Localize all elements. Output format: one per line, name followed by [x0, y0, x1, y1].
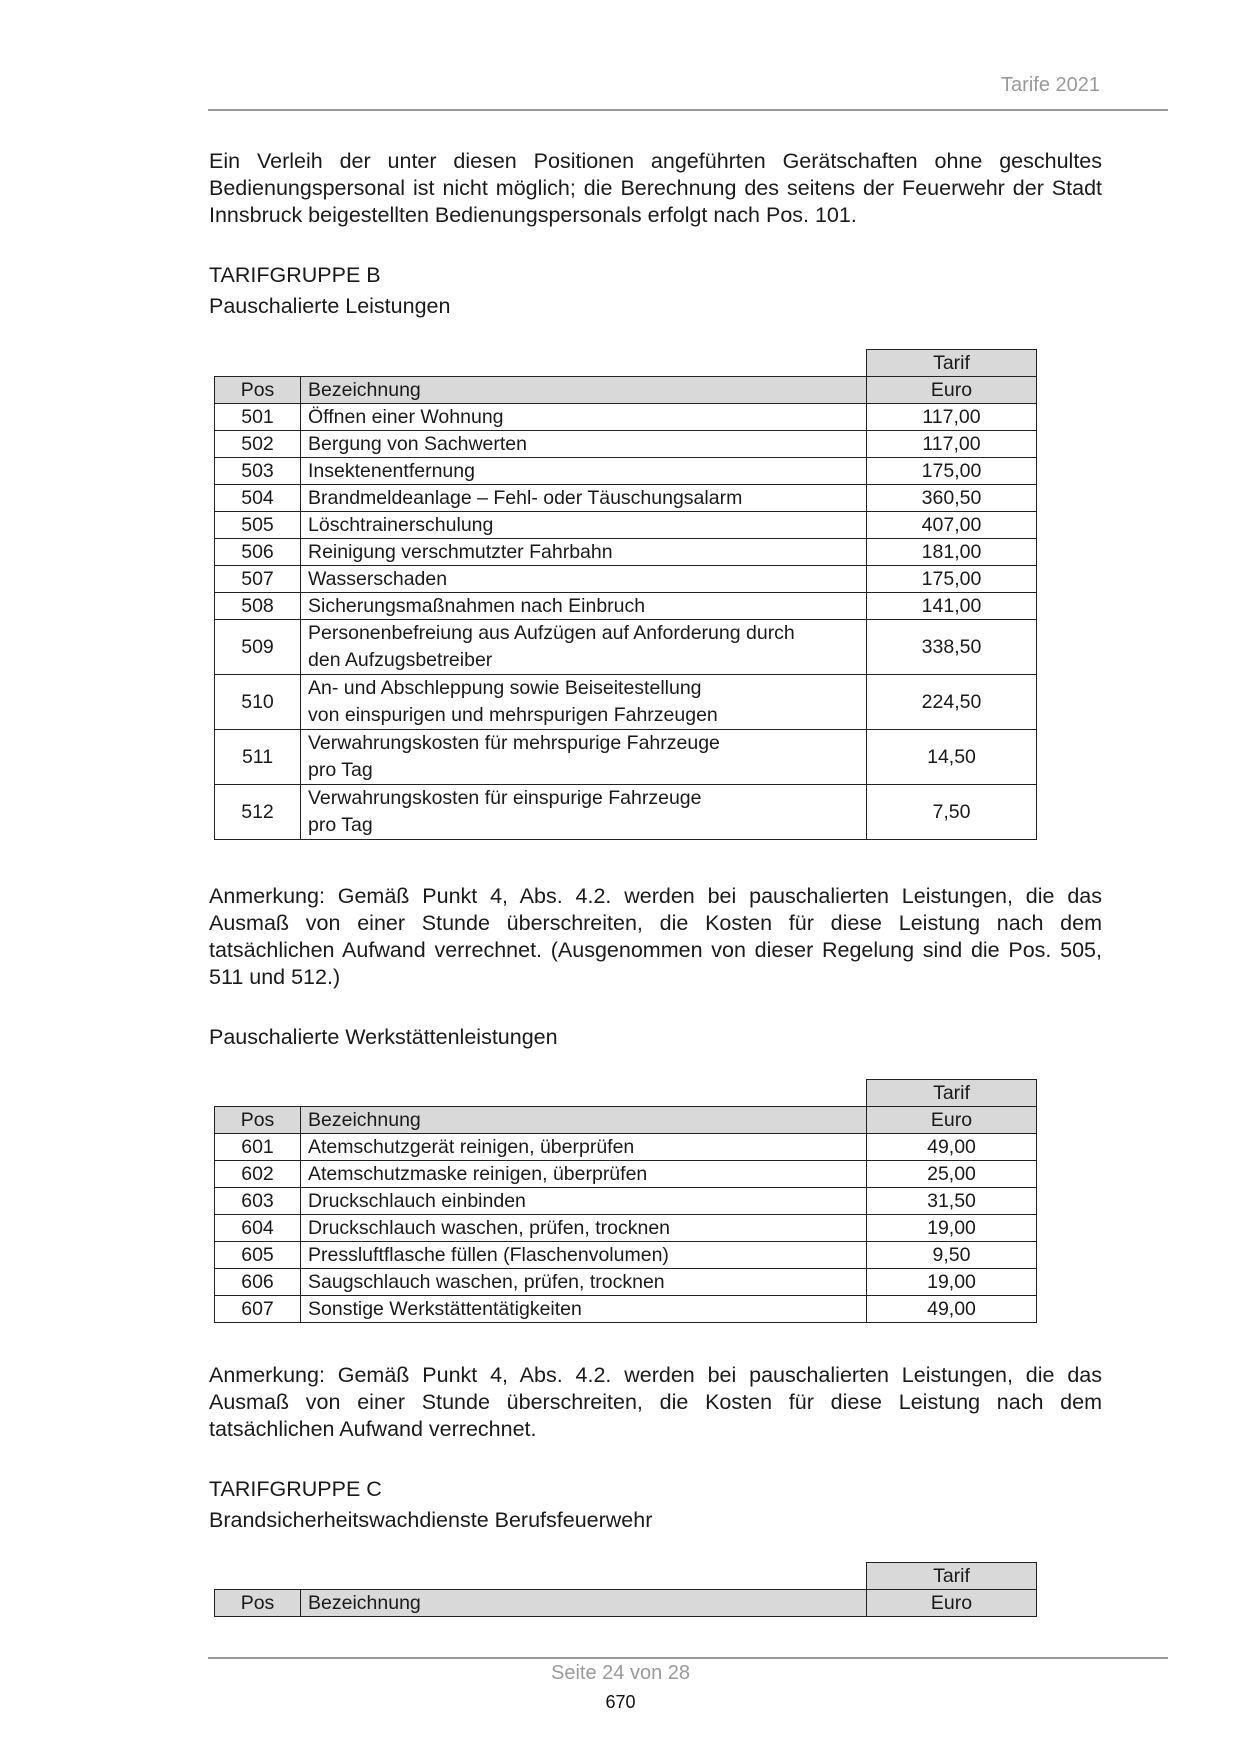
table-header-row [215, 377, 1037, 404]
bezeichnung-line: Reinigung verschmutzter Fahrbahn [308, 541, 613, 563]
tarif-cell: 19,00 [867, 1269, 1037, 1296]
bezeichnung-header: Bezeichnung [301, 377, 867, 404]
group-b-title: TARIFGRUPPE B [209, 263, 381, 287]
tarif-cell: 49,00 [867, 1296, 1037, 1323]
bezeichnung-cell [301, 539, 867, 566]
pos-header: Pos [215, 377, 301, 404]
pos-cell: 509 [215, 620, 301, 675]
footer-rule [208, 1657, 1168, 1659]
table-row [215, 512, 1037, 539]
blank-cell [215, 1080, 301, 1107]
tarif-cell: 31,50 [867, 1188, 1037, 1215]
bezeichnung-cell [301, 1215, 867, 1242]
bezeichnung-line: Sonstige Werkstättentätigkeiten [308, 1298, 582, 1320]
euro-header: Euro [867, 1590, 1037, 1617]
tarif-cell: 360,50 [867, 485, 1037, 512]
bezeichnung-line: Wasserschaden [308, 568, 448, 590]
bezeichnung-line: Löschtrainerschulung [308, 514, 494, 536]
bezeichnung-line: Brandmeldeanlage – Fehl- oder Täuschungsalarm [308, 487, 743, 509]
pos-cell: 601 [215, 1134, 301, 1161]
tarif-cell: 7,50 [867, 785, 1037, 840]
bezeichnung-line: Druckschlauch einbinden [308, 1190, 526, 1212]
table-row [215, 1188, 1037, 1215]
bezeichnung-line: pro Tag [308, 814, 373, 836]
pos-cell: 604 [215, 1215, 301, 1242]
group-b-subtitle: Pauschalierte Leistungen [209, 294, 451, 318]
pos-cell: 603 [215, 1188, 301, 1215]
table-row [215, 1161, 1037, 1188]
bezeichnung-line: Pressluftflasche füllen (Flaschenvolumen) [308, 1244, 669, 1266]
tarif-cell: 175,00 [867, 458, 1037, 485]
blank-cell [301, 1080, 867, 1107]
tarif-cell: 25,00 [867, 1161, 1037, 1188]
bezeichnung-cell [301, 512, 867, 539]
bezeichnung-cell [301, 1134, 867, 1161]
table-row [215, 539, 1037, 566]
bezeichnung-line: Atemschutzmaske reinigen, überprüfen [308, 1163, 648, 1185]
bezeichnung-line: Personenbefreiung aus Aufzügen auf Anforderung durch [308, 622, 795, 644]
group-c-title: TARIFGRUPPE C [209, 1477, 382, 1501]
pos-cell: 606 [215, 1269, 301, 1296]
tarif-header: Tarif [867, 350, 1037, 377]
bezeichnung-line: Druckschlauch waschen, prüfen, trocknen [308, 1217, 671, 1239]
page-number: 670 [605, 1692, 636, 1712]
bezeichnung-line: Insektenentfernung [308, 460, 475, 482]
tarif-header: Tarif [867, 1563, 1037, 1590]
pos-cell: 605 [215, 1242, 301, 1269]
bezeichnung-cell [301, 1269, 867, 1296]
pos-cell: 503 [215, 458, 301, 485]
bezeichnung-line: Saugschlauch waschen, prüfen, trocknen [308, 1271, 665, 1293]
tarif-cell: 19,00 [867, 1215, 1037, 1242]
pos-cell: 512 [215, 785, 301, 840]
bezeichnung-cell [301, 593, 867, 620]
bezeichnung-line: Atemschutzgerät reinigen, überprüfen [308, 1136, 635, 1158]
bezeichnung-cell [301, 1161, 867, 1188]
euro-header: Euro [867, 377, 1037, 404]
header-rule [208, 109, 1168, 111]
pos-header: Pos [215, 1107, 301, 1134]
table-row [215, 458, 1037, 485]
pos-cell: 508 [215, 593, 301, 620]
table-row [215, 620, 1037, 675]
blank-cell [215, 350, 301, 377]
pos-header: Pos [215, 1590, 301, 1617]
bezeichnung-cell [301, 675, 867, 730]
blank-cell [301, 1563, 867, 1590]
pos-cell: 511 [215, 730, 301, 785]
intro-paragraph: Ein Verleih der unter diesen Positionen angeführten Gerätschaften ohne geschultes Bedienungspersonal ist nicht möglich; die Berechnung des seitens der Feuerwehr der Stadt Innsbruck beigestellten Bedienungspersonals erfolgt nach Pos. 101. [209, 149, 1102, 227]
bezeichnung-line: Sicherungsmaßnahmen nach Einbruch [308, 595, 646, 617]
table-row [215, 431, 1037, 458]
pos-cell: 602 [215, 1161, 301, 1188]
workshop-note: Anmerkung: Gemäß Punkt 4, Abs. 4.2. werden bei pauschalierten Leistungen, die das Ausmaß von einer Stunde überschreiten, die Kosten für diese Leistung nach dem tatsächlichen Aufwand verrechnet. [209, 1363, 1102, 1441]
tarif-cell: 117,00 [867, 431, 1037, 458]
blank-cell [215, 1563, 301, 1590]
tarif-cell: 224,50 [867, 675, 1037, 730]
bezeichnung-line: Verwahrungskosten für mehrspurige Fahrzeuge [308, 732, 720, 754]
tarif-cell: 9,50 [867, 1242, 1037, 1269]
table-header-row [215, 1107, 1037, 1134]
tariff-table-workshop [214, 1079, 1037, 1323]
blank-cell [301, 350, 867, 377]
pos-cell: 502 [215, 431, 301, 458]
table-row [215, 1242, 1037, 1269]
tariff-table-c [214, 1562, 1037, 1617]
bezeichnung-cell [301, 730, 867, 785]
table-row [215, 1215, 1037, 1242]
pos-cell: 501 [215, 404, 301, 431]
bezeichnung-cell [301, 1242, 867, 1269]
tarif-cell: 338,50 [867, 620, 1037, 675]
tarif-cell: 181,00 [867, 539, 1037, 566]
pos-cell: 607 [215, 1296, 301, 1323]
table-header-row [215, 1590, 1037, 1617]
table-row [215, 1134, 1037, 1161]
bezeichnung-line: von einspurigen und mehrspurigen Fahrzeugen [308, 704, 718, 726]
bezeichnung-cell [301, 620, 867, 675]
pos-cell: 506 [215, 539, 301, 566]
bezeichnung-line: Öffnen einer Wohnung [308, 406, 504, 428]
table-row [215, 785, 1037, 840]
table-row [215, 730, 1037, 785]
pos-cell: 507 [215, 566, 301, 593]
tariff-table-b [214, 349, 1037, 840]
bezeichnung-cell [301, 458, 867, 485]
table-row [215, 593, 1037, 620]
table-row [215, 566, 1037, 593]
bezeichnung-cell [301, 485, 867, 512]
bezeichnung-line: Bergung von Sachwerten [308, 433, 527, 455]
group-c-subtitle: Brandsicherheitswachdienste Berufsfeuerwehr [209, 1508, 653, 1532]
bezeichnung-cell [301, 566, 867, 593]
table-row [215, 404, 1037, 431]
bezeichnung-cell [301, 785, 867, 840]
bezeichnung-cell [301, 1188, 867, 1215]
tarif-header: Tarif [867, 1080, 1037, 1107]
bezeichnung-header: Bezeichnung [301, 1107, 867, 1134]
tarif-cell: 49,00 [867, 1134, 1037, 1161]
bezeichnung-header: Bezeichnung [301, 1590, 867, 1617]
table-row [215, 1296, 1037, 1323]
bezeichnung-line: An- und Abschleppung sowie Beiseitestellung [308, 677, 702, 699]
pos-cell: 510 [215, 675, 301, 730]
pos-cell: 505 [215, 512, 301, 539]
table-row [215, 1269, 1037, 1296]
tarif-cell: 117,00 [867, 404, 1037, 431]
bezeichnung-line: pro Tag [308, 759, 373, 781]
table-row [215, 675, 1037, 730]
pos-cell: 504 [215, 485, 301, 512]
tarif-cell: 141,00 [867, 593, 1037, 620]
table-row [215, 485, 1037, 512]
bezeichnung-cell [301, 404, 867, 431]
tarif-cell: 175,00 [867, 566, 1037, 593]
header-title: Tarife 2021 [1001, 74, 1100, 96]
bezeichnung-cell [301, 431, 867, 458]
tarif-cell: 407,00 [867, 512, 1037, 539]
bezeichnung-line: Verwahrungskosten für einspurige Fahrzeuge [308, 787, 702, 809]
euro-header: Euro [867, 1107, 1037, 1134]
page-indicator: Seite 24 von 28 [551, 1662, 690, 1684]
tarif-cell: 14,50 [867, 730, 1037, 785]
group-b-note: Anmerkung: Gemäß Punkt 4, Abs. 4.2. werden bei pauschalierten Leistungen, die das Ausmaß von einer Stunde überschreiten, die Kosten für diese Leistung nach dem tatsächlichen Aufwand verrechnet. (Ausgenommen von dieser Regelung sind die Pos. 505, 511 und 512.) [209, 884, 1102, 989]
workshop-subtitle: Pauschalierte Werkstättenleistungen [209, 1025, 558, 1049]
bezeichnung-cell [301, 1296, 867, 1323]
bezeichnung-line: den Aufzugsbetreiber [308, 649, 493, 671]
